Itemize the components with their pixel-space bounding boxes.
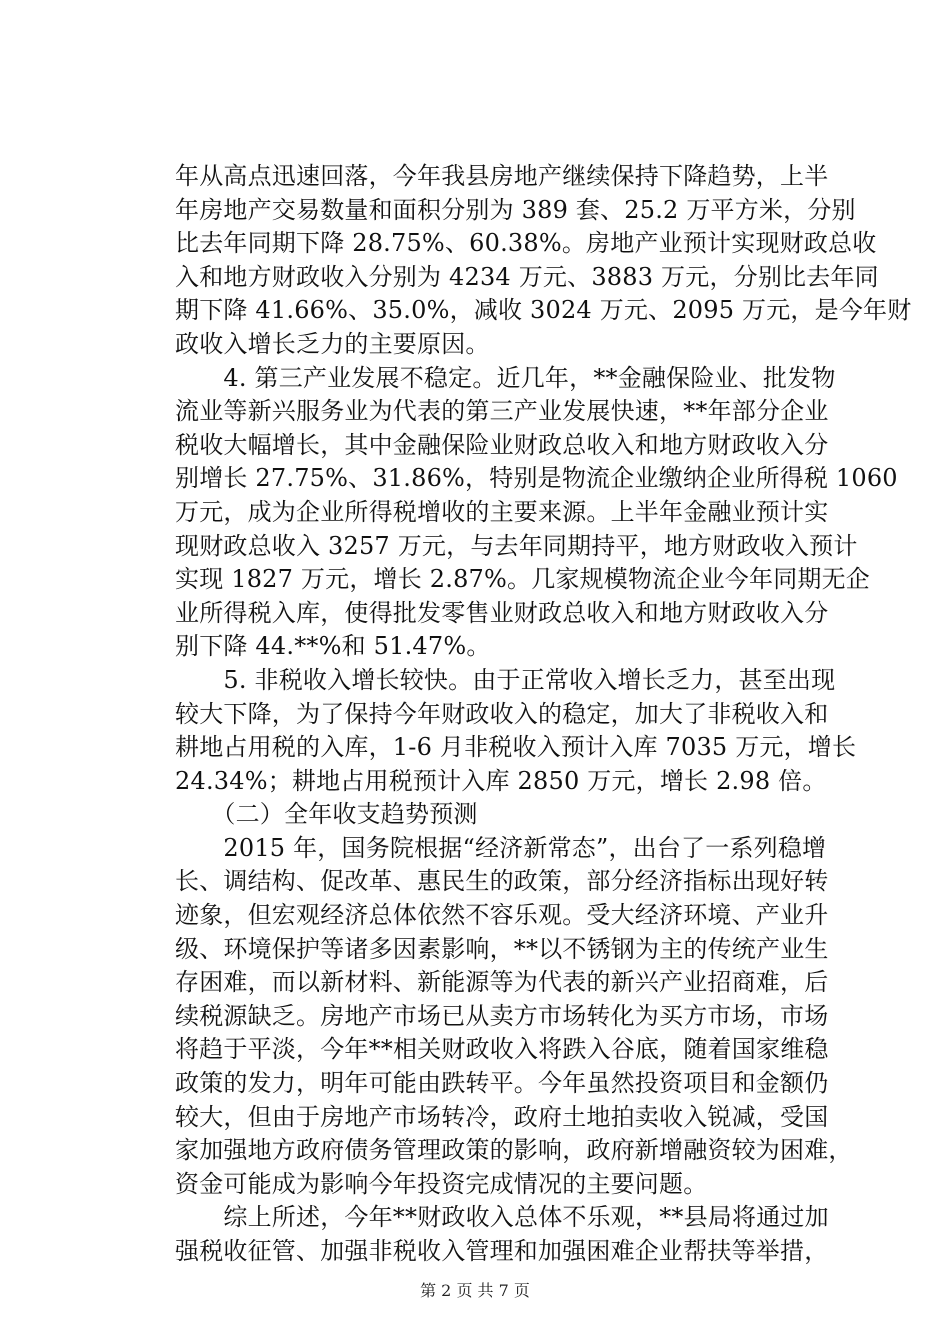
text-line: 长、调结构、促改革、惠民生的政策，部分经济指标出现好转	[175, 867, 829, 896]
text-line: 将趋于平淡，今年**相关财政收入将跌入谷底，随着国家维稳	[175, 1035, 829, 1064]
text-line: 比去年同期下降 28.75%、60.38%。房地产业预计实现财政总收	[175, 229, 877, 258]
text-line: 迹象，但宏观经济总体依然不容乐观。受大经济环境、产业升	[175, 901, 829, 930]
text-line: 家加强地方政府债务管理政策的影响，政府新增融资较为困难，	[175, 1136, 853, 1165]
text-line: 较大下降，为了保持今年财政收入的稳定，加大了非税收入和	[175, 699, 829, 728]
text-line: 强税收征管、加强非税收入管理和加强困难企业帮扶等举措，	[175, 1237, 829, 1265]
text-line: 年房地产交易数量和面积分别为 389 套、25.2 万平方米，分别	[175, 195, 856, 224]
text-line: 年从高点迅速回落，今年我县房地产继续保持下降趋势，上半	[175, 162, 829, 190]
page-footer	[0, 1278, 950, 1301]
text-line: 政策的发力，明年可能由跌转平。今年虽然投资项目和金额仍	[175, 1069, 829, 1098]
text-line: 税收大幅增长，其中金融保险业财政总收入和地方财政收入分	[175, 430, 829, 459]
text-line: 24.34%；耕地占用税预计入库 2850 万元，增长 2.98 倍。	[175, 766, 827, 795]
text-line: （二）全年收支趋势预测	[175, 800, 478, 829]
text-line: 较大，但由于房地产市场转冷，政府土地拍卖收入锐减，受国	[175, 1102, 829, 1131]
text-line: 综上所述，今年**财政收入总体不乐观，**县局将通过加	[175, 1203, 829, 1232]
text-line: 2015 年，国务院根据“经济新常态”，出台了一系列稳增	[175, 833, 827, 862]
text-line: 万元，成为企业所得税增收的主要来源。上半年金融业预计实	[175, 497, 829, 526]
text-line: 入和地方财政收入分别为 4234 万元、3883 万元，分别比去年同	[175, 262, 879, 291]
text-line: 别下降 44.**%和 51.47%。	[175, 632, 491, 661]
text-line: 实现 1827 万元，增长 2.87%。几家规模物流企业今年同期无企	[175, 565, 871, 594]
text-line: 5. 非税收入增长较快。由于正常收入增长乏力，甚至出现	[175, 665, 836, 694]
document-body	[175, 160, 912, 1269]
text-line: 4. 第三产业发展不稳定。近几年，**金融保险业、批发物	[175, 363, 836, 392]
text-line: 流业等新兴服务业为代表的第三产业发展快速，**年部分企业	[175, 397, 829, 426]
text-line: 政收入增长乏力的主要原因。	[175, 329, 490, 358]
text-line: 资金可能成为影响今年投资完成情况的主要问题。	[175, 1169, 708, 1198]
text-line: 业所得税入库，使得批发零售业财政总收入和地方财政收入分	[175, 598, 829, 627]
text-line: 期下降 41.66%、35.0%，减收 3024 万元、2095 万元，是今年财	[175, 296, 912, 325]
text-line: 级、环境保护等诸多因素影响，**以不锈钢为主的传统产业生	[175, 934, 829, 963]
text-line: 别增长 27.75%、31.86%，特别是物流企业缴纳企业所得税 1060	[175, 464, 898, 493]
text-line: 续税源缺乏。房地产市场已从卖方市场转化为买方市场，市场	[175, 1001, 829, 1030]
text-line: 存困难，而以新材料、新能源等为代表的新兴产业招商难，后	[175, 968, 829, 997]
text-line: 耕地占用税的入库，1-6 月非税收入预计入库 7035 万元，增长	[175, 733, 857, 762]
page-number-label: 第 2 页 共 7 页	[420, 1281, 530, 1300]
text-line: 现财政总收入 3257 万元，与去年同期持平，地方财政收入预计	[175, 531, 858, 560]
